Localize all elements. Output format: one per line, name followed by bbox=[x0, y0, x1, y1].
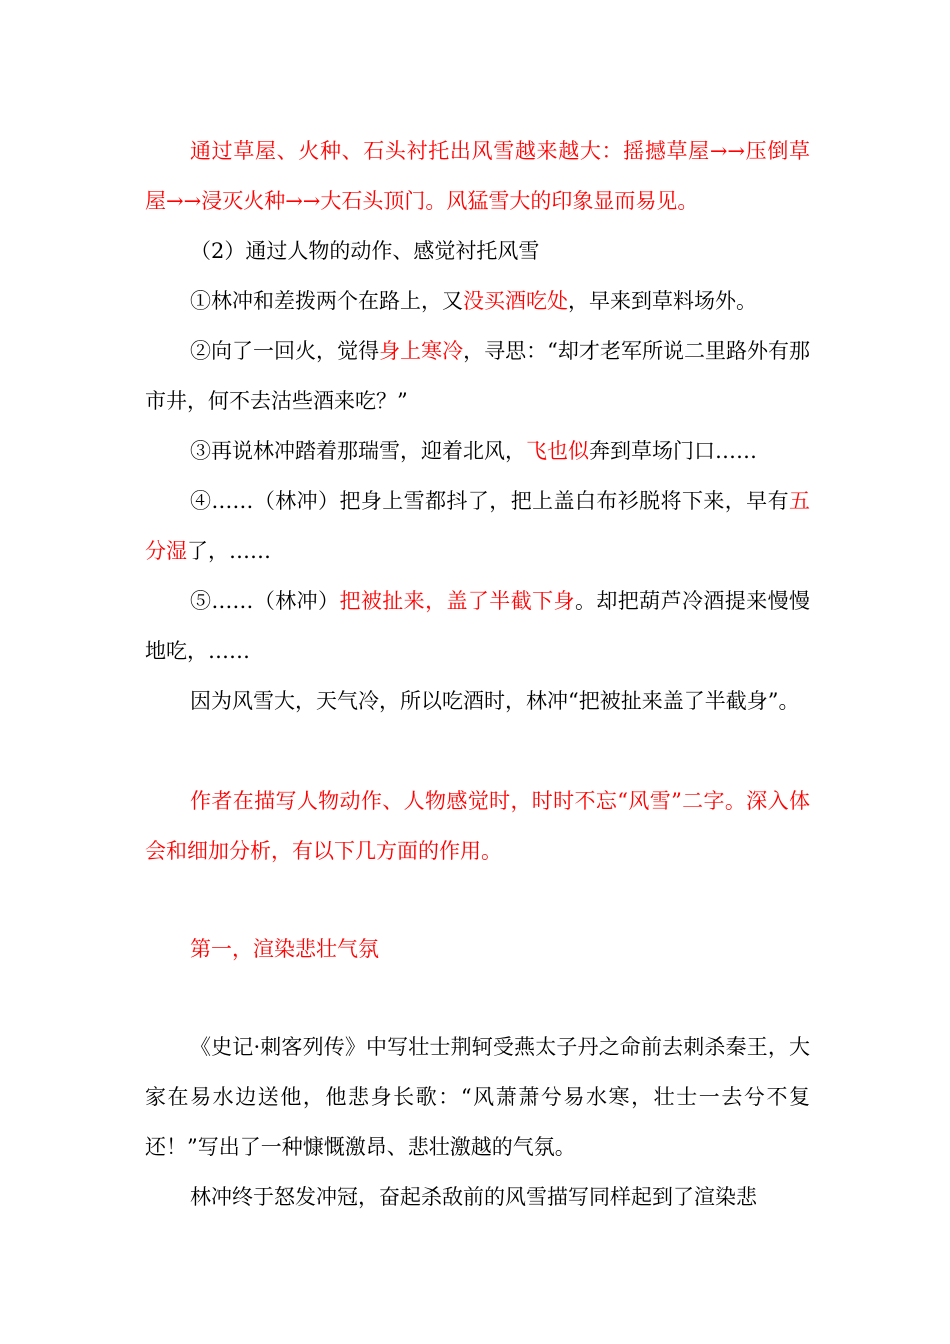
body-text: ，寻思：“却才老军所说二里路外有那市井，何不去沽些酒来吃？” bbox=[145, 339, 811, 413]
highlight-text: 身上寒冷 bbox=[379, 339, 464, 363]
paragraph-author-note bbox=[145, 776, 810, 876]
highlight-text: 飞也似 bbox=[526, 439, 589, 463]
subheading-first-point bbox=[145, 924, 810, 974]
body-text: （2）通过人物的动作、感觉衬托风雪 bbox=[190, 239, 540, 263]
paragraph-snow-intensity bbox=[145, 126, 810, 226]
highlight-text: 没买酒吃处 bbox=[463, 289, 568, 313]
highlight-text: 第一，渲染悲壮气氛 bbox=[190, 937, 379, 961]
paragraph-section-heading bbox=[145, 226, 810, 276]
body-text: ②向了一回火，觉得 bbox=[190, 339, 380, 363]
paragraph-shiji-quote bbox=[145, 1022, 810, 1172]
highlight-text: 五分湿 bbox=[145, 489, 810, 563]
paragraph-explanation bbox=[145, 676, 810, 726]
paragraph-lin-chong bbox=[145, 1172, 810, 1222]
highlight-text: 把被扯来，盖了半截下身 bbox=[339, 589, 575, 613]
paragraph-item-2 bbox=[145, 326, 810, 426]
body-text: ④……（林冲）把身上雪都抖了，把上盖白布衫脱将下来，早有 bbox=[190, 489, 789, 513]
body-text: ③再说林冲踏着那瑞雪，迎着北风， bbox=[190, 439, 526, 463]
body-text: 林冲终于怒发冲冠，奋起杀敌前的风雪描写同样起到了渲染悲 bbox=[190, 1185, 757, 1209]
paragraph-item-5 bbox=[145, 576, 810, 676]
highlight-text: 作者在描写人物动作、人物感觉时，时时不忘“风雪”二字。深入体会和细加分析，有以下几方面的作用。 bbox=[145, 789, 810, 863]
highlight-text: 通过草屋、火种、石头衬托出风雪越来越大：摇撼草屋→→压倒草屋→→浸灭火种→→大石头顶门。风猛雪大的印象显而易见。 bbox=[145, 139, 810, 213]
body-text: 奔到草场门口…… bbox=[589, 439, 757, 463]
paragraph-item-3 bbox=[145, 426, 810, 476]
body-text: 了，…… bbox=[187, 539, 271, 563]
body-text: ①林冲和差拨两个在路上，又 bbox=[190, 289, 463, 313]
body-text: 。却把葫芦冷酒提来慢慢地吃，…… bbox=[145, 589, 811, 663]
body-text: ，早来到草料场外。 bbox=[568, 289, 757, 313]
paragraph-item-1 bbox=[145, 276, 810, 326]
body-text: ⑤……（林冲） bbox=[190, 589, 340, 613]
body-text: 《史记·刺客列传》中写壮士荆轲受燕太子丹之命前去刺杀秦王，大家在易水边送他，他悲身长歌：“风萧萧兮易水寒，壮士一去兮不复还！”写出了一种慷慨激昂、悲壮激越的气氛。 bbox=[145, 1035, 810, 1159]
body-text: 因为风雪大，天气冷，所以吃酒时，林冲“把被扯来盖了半截身”。 bbox=[190, 689, 800, 713]
paragraph-item-4 bbox=[145, 476, 810, 576]
